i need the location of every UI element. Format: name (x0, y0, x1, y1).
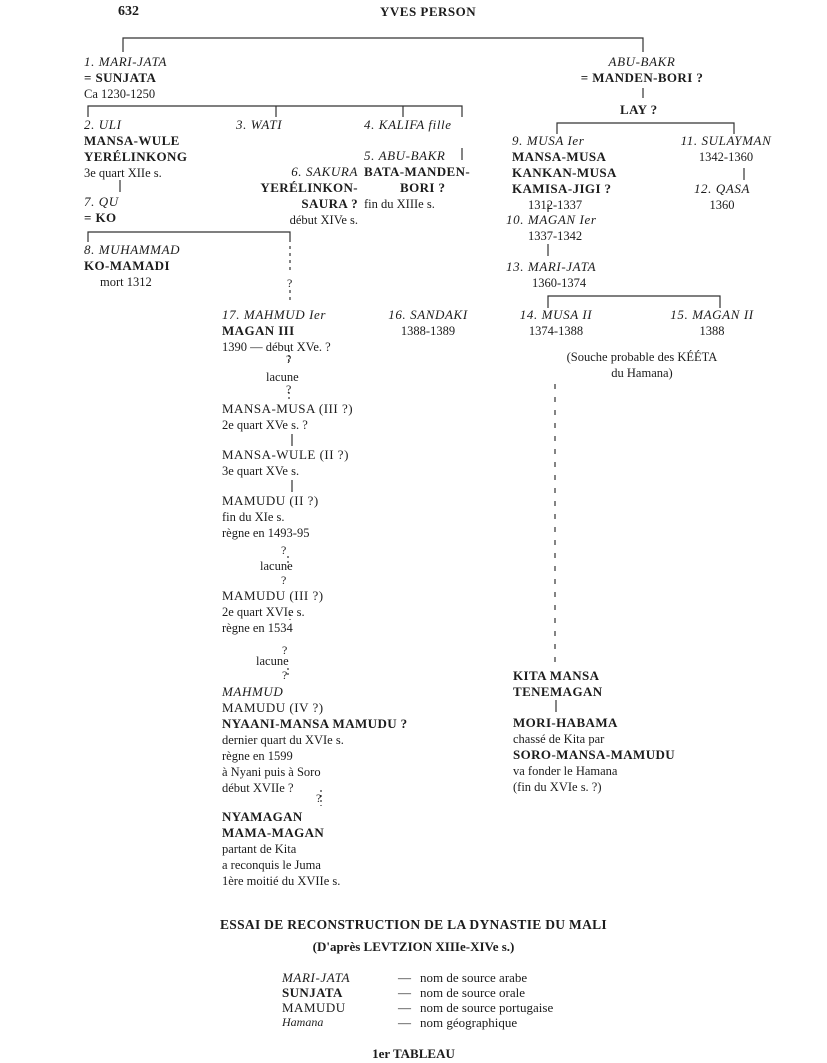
node-16-sandaki: 16. SANDAKI 1388-1389 (388, 307, 468, 338)
uncertain-link-mark: ? (316, 791, 322, 805)
gap-label: lacune (256, 654, 289, 668)
gap-label: lacune (266, 370, 299, 384)
node-3-wati: 3. WATI (236, 117, 283, 132)
node-mori-habama: MORI-HABAMA chassé de Kita par SORO-MANSA-MAMUDU va fonder le Hamana (fin du XVIe s. ?) (513, 715, 676, 794)
legend-row-arabic: MARI-JATA — nom de source arabe (282, 970, 528, 985)
node-7-qu: 7. QU = KO (84, 194, 119, 225)
node-17-mahmud-ier: 17. MAHMUD Ier MAGAN III 1390 — début XVe. ? (222, 307, 331, 354)
node-10-magan-ier: 10. MAGAN Ier 1337-1342 (506, 212, 597, 243)
node-14-musa-ii: 14. MUSA II 1374-1388 (519, 307, 593, 338)
node-mansa-wule-ii: MANSA-WULE (II ?) 3e quart XVe s. (222, 447, 349, 478)
uncertain-link-mark: ? (281, 573, 287, 587)
figure-title: ESSAI DE RECONSTRUCTION DE LA DYNASTIE DU MALI (219, 917, 607, 932)
legend (282, 970, 682, 1030)
node-15-magan-ii: 15. MAGAN II 1388 (670, 307, 754, 338)
node-mamudu-iv: MAHMUD MAMUDU (IV ?) NYAANI-MANSA MAMUDU ? dernier quart du XVIe s. règne en 1599 à Nyani puis à Soro début XVIIe ? (222, 684, 408, 795)
figure-subtitle: (D'après LEVTZION XIIIe-XIVe s.) (312, 939, 515, 954)
node-nyamagan: NYAMAGAN MAMA-MAGAN partant de Kita a reconquis le Juma 1ère moitié du XVIIe s. (222, 809, 341, 888)
node-2-uli: 2. ULI MANSA-WULE YERÉLINKONG 3e quart XIIe s. (84, 117, 188, 180)
uncertain-link-mark: ? (282, 643, 288, 657)
node-12-qasa: 12. QASA 1360 (693, 181, 751, 212)
node-6-sakura: 6. SAKURA YERÉLINKON- SAURA ? début XIVe s. (260, 164, 358, 227)
gap-label: lacune (260, 559, 293, 573)
legend-row-geographic: Hamana — nom géographique (282, 1015, 518, 1030)
node-abu-bakr: ABU-BAKR = MANDEN-BORI ? (580, 54, 704, 85)
node-kita-mansa: KITA MANSA TENEMAGAN (513, 668, 603, 699)
node-lay: LAY ? (620, 102, 658, 117)
node-8-muhammad: 8. MUHAMMAD KO-MAMADI mort 1312 (84, 242, 181, 289)
table-label: 1er TABLEAU (372, 1046, 455, 1061)
running-head-author: YVES PERSON (380, 4, 477, 19)
legend-row-oral: SUNJATA — nom de source orale (282, 985, 526, 1000)
node-mansa-musa-iii: MANSA-MUSA (III ?) 2e quart XVe s. ? (222, 401, 354, 432)
node-13-mari-jata: 13. MARI-JATA 1360-1374 (506, 259, 597, 290)
uncertain-link-mark: ? (287, 276, 293, 290)
node-9-musa-ier: 9. MUSA Ier MANSA-MUSA KANKAN-MUSA KAMISA-JIGI ? 1312-1337 (512, 133, 617, 212)
page-number: 632 (118, 4, 139, 19)
node-1-mari-jata: 1. MARI-JATA = SUNJATA Ca 1230-1250 (84, 54, 168, 101)
uncertain-link-mark: ? (281, 543, 287, 557)
node-mamudu-iii: MAMUDU (III ?) 2e quart XVIe s. règne en 1534 (222, 588, 324, 635)
node-4-kalifa: 4. KALIFA fille (364, 117, 452, 132)
uncertain-link-mark: ? (286, 352, 292, 366)
node-mamudu-ii: MAMUDU (II ?) fin du XIe s. règne en 1493-95 (222, 493, 319, 540)
node-5-abu-bakr: 5. ABU-BAKR BATA-MANDEN- BORI ? fin du XIIIe s. (364, 148, 471, 211)
legend-row-portuguese: MAMUDU — nom de source portugaise (282, 1000, 554, 1015)
keeta-note: (Souche probable des KÉÉTA du Hamana) (566, 350, 718, 380)
uncertain-link-mark: ? (282, 668, 288, 682)
node-11-sulayman: 11. SULAYMAN 1342-1360 (680, 133, 772, 164)
uncertain-link-mark: ? (286, 382, 292, 396)
